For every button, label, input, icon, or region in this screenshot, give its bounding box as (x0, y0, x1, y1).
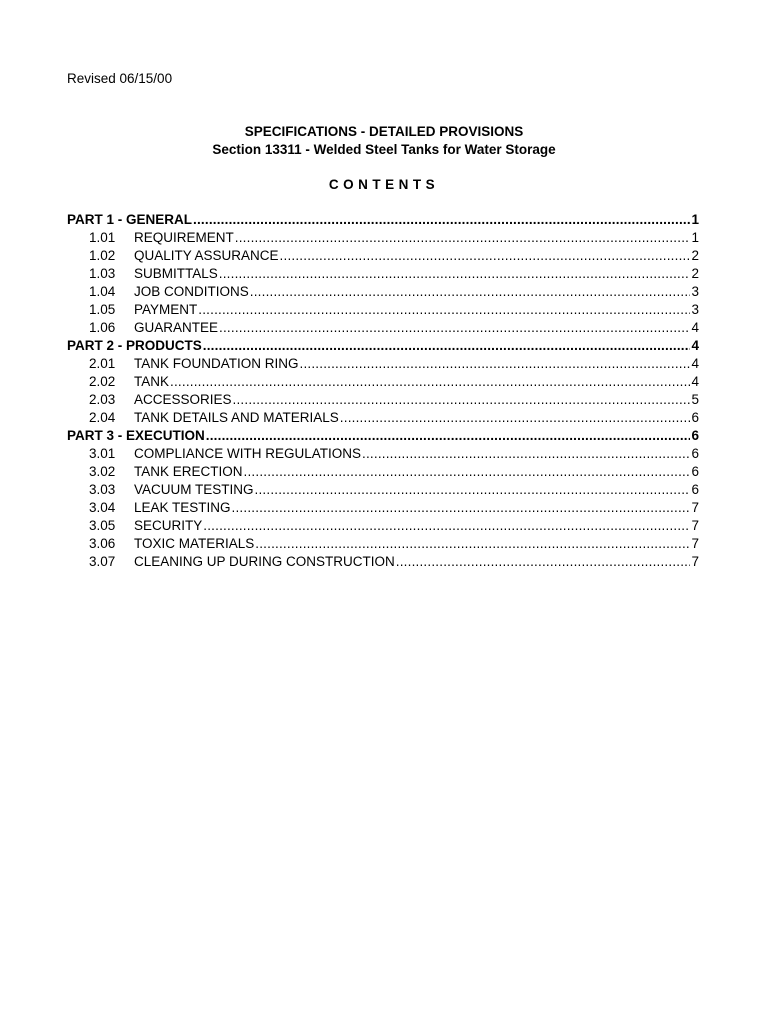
toc-entry (67, 247, 699, 265)
toc-entry-number: 3.07 (89, 554, 116, 569)
toc-dot-leader (198, 301, 690, 319)
toc-entry-label: TANK DETAILS AND MATERIALS (134, 410, 339, 425)
toc-entry-page: 7 (691, 536, 699, 551)
toc-dot-leader (193, 211, 690, 229)
toc-dot-leader (250, 283, 691, 301)
toc-entry (67, 535, 699, 553)
toc-entry (67, 445, 699, 463)
toc-entry (67, 463, 699, 481)
toc-entry-page: 6 (691, 482, 699, 497)
toc-entry-page: 7 (691, 554, 699, 569)
toc-entry-page: 3 (691, 284, 699, 299)
toc-entry-page: 4 (691, 356, 699, 371)
toc-entry-label: REQUIREMENT (134, 230, 234, 245)
toc-entry (67, 517, 699, 535)
toc-entry-page: 5 (691, 392, 699, 407)
toc-entry-number: 3.06 (89, 536, 116, 551)
toc-dot-leader (170, 373, 690, 391)
toc-entry-label: TOXIC MATERIALS (134, 536, 255, 551)
toc-entry (67, 409, 699, 427)
toc-entry-page: 6 (691, 464, 699, 479)
toc-part-entry (67, 337, 699, 355)
toc-entry-number: 1.03 (89, 266, 116, 281)
toc-dot-leader (206, 427, 691, 445)
toc-dot-leader (255, 535, 690, 553)
toc-dot-leader (203, 337, 691, 355)
toc-entry-page: 4 (691, 374, 699, 389)
toc-dot-leader (396, 553, 691, 571)
toc-entry-page: 7 (691, 518, 699, 533)
toc-dot-leader (235, 229, 691, 247)
toc-dot-leader (280, 247, 691, 265)
toc-entry-number: 1.05 (89, 302, 116, 317)
toc-entry (67, 265, 699, 283)
toc-dot-leader (340, 409, 691, 427)
toc-entry-label: SUBMITTALS (134, 266, 218, 281)
toc-entry-label: PART 2 - PRODUCTS (67, 338, 202, 353)
toc-entry-label: PAYMENT (134, 302, 198, 317)
toc-entry-label: JOB CONDITIONS (134, 284, 249, 299)
toc-entry-page: 2 (691, 248, 699, 263)
toc-dot-leader (362, 445, 690, 463)
revision-date: Revised 06/15/00 (67, 71, 173, 86)
toc-entry-number: 2.04 (89, 410, 116, 425)
toc-dot-leader (219, 265, 691, 283)
toc-entry-label: GUARANTEE (134, 320, 219, 335)
toc-entry (67, 301, 699, 319)
toc-dot-leader (203, 517, 690, 535)
toc-entry (67, 283, 699, 301)
toc-entry-number: 1.06 (89, 320, 116, 335)
toc-entry-number: 3.05 (89, 518, 116, 533)
toc-entry-label: PART 3 - EXECUTION (67, 428, 205, 443)
toc-entry-page: 6 (691, 428, 699, 443)
toc-entry (67, 391, 699, 409)
toc-entry-number: 2.02 (89, 374, 116, 389)
toc-entry (67, 373, 699, 391)
toc-entry (67, 229, 699, 247)
toc-dot-leader (300, 355, 691, 373)
toc-entry-number: 2.01 (89, 356, 116, 371)
toc-dot-leader (233, 391, 691, 409)
toc-entry-page: 6 (691, 446, 699, 461)
toc-entry (67, 553, 699, 571)
document-title: SPECIFICATIONS - DETAILED PROVISIONS (244, 124, 524, 139)
toc-entry-label: QUALITY ASSURANCE (134, 248, 279, 263)
toc-dot-leader (232, 499, 691, 517)
toc-entry-label: LEAK TESTING (134, 500, 231, 515)
toc-entry-number: 2.03 (89, 392, 116, 407)
toc-entry-page: 2 (691, 266, 699, 281)
toc-entry-label: CLEANING UP DURING CONSTRUCTION (134, 554, 395, 569)
toc-part-entry (67, 427, 699, 445)
toc-entry-label: TANK ERECTION (134, 464, 243, 479)
toc-entry-label: ACCESSORIES (134, 392, 232, 407)
toc-entry-label: TANK (134, 374, 170, 389)
toc-entry-number: 1.04 (89, 284, 116, 299)
contents-heading: CONTENTS (328, 177, 440, 192)
toc-entry-label: TANK FOUNDATION RING (134, 356, 299, 371)
toc-entry-label: SECURITY (134, 518, 203, 533)
toc-dot-leader (244, 463, 691, 481)
toc-entry (67, 355, 699, 373)
toc-entry-page: 1 (691, 230, 699, 245)
toc-entry (67, 319, 699, 337)
toc-entry-page: 4 (691, 320, 699, 335)
toc-part-entry (67, 211, 699, 229)
toc-entry-page: 4 (691, 338, 699, 353)
toc-entry-page: 7 (691, 500, 699, 515)
toc-entry-label: COMPLIANCE WITH REGULATIONS (134, 446, 362, 461)
toc-entry-number: 1.01 (89, 230, 116, 245)
toc-entry-page: 6 (691, 410, 699, 425)
toc-entry-number: 1.02 (89, 248, 116, 263)
toc-dot-leader (255, 481, 691, 499)
toc-dot-leader (219, 319, 690, 337)
document-title-block (0, 123, 768, 159)
toc-entry (67, 499, 699, 517)
toc-entry-number: 3.04 (89, 500, 116, 515)
toc-entry-number: 3.01 (89, 446, 116, 461)
toc-entry (67, 481, 699, 499)
toc-entry-number: 3.03 (89, 482, 116, 497)
toc-entry-label: PART 1 - GENERAL (67, 212, 193, 227)
toc-entry-number: 3.02 (89, 464, 116, 479)
document-subtitle: Section 13311 - Welded Steel Tanks for Water Storage (212, 142, 556, 157)
table-of-contents (67, 211, 699, 571)
toc-entry-page: 3 (691, 302, 699, 317)
toc-entry-label: VACUUM TESTING (134, 482, 254, 497)
toc-entry-page: 1 (691, 212, 699, 227)
